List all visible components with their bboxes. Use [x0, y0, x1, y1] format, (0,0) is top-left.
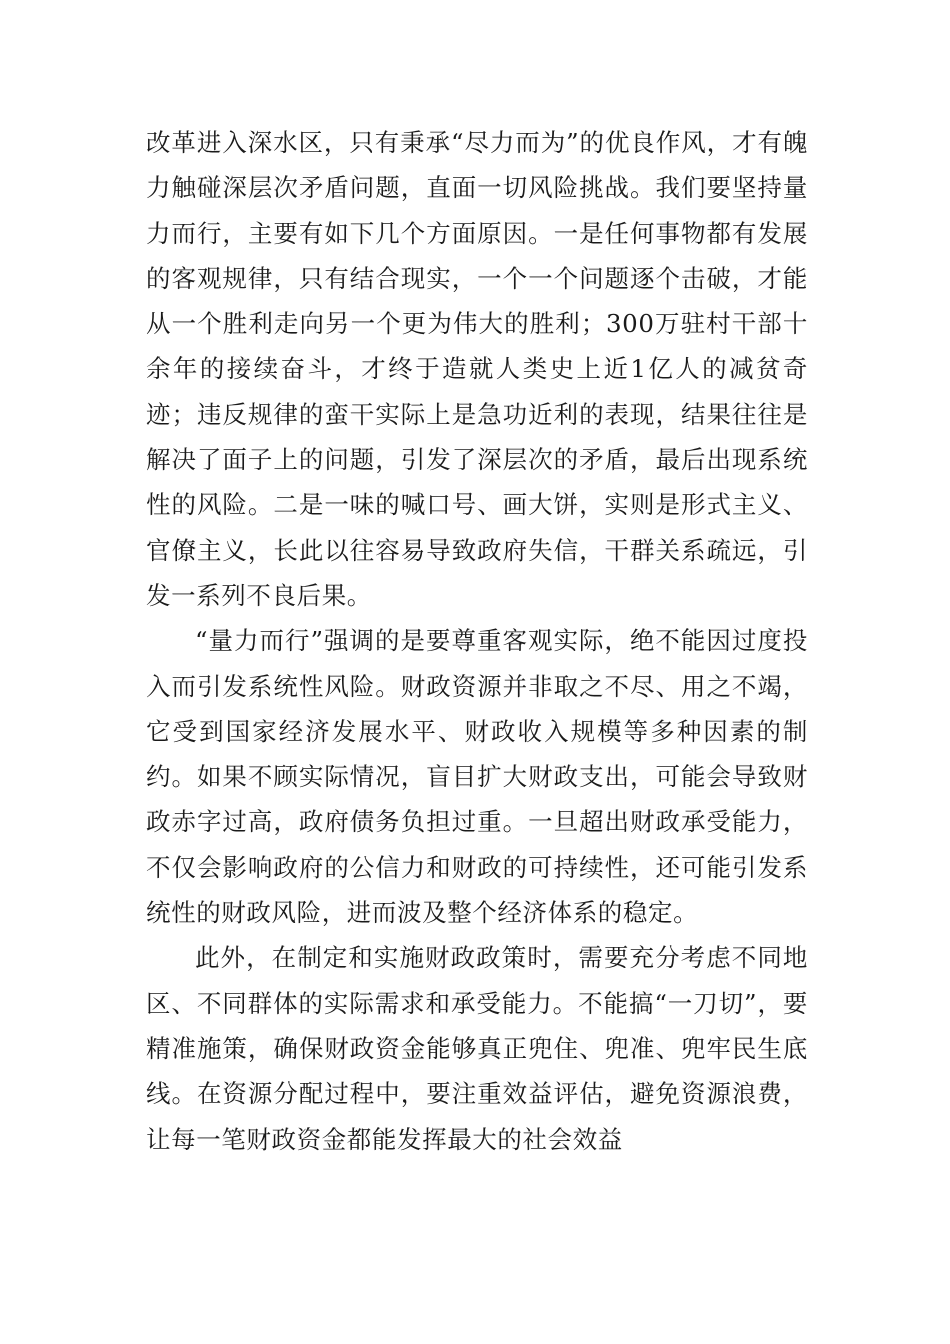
paragraph-policy-implementation: 此外，在制定和实施财政政策时，需要充分考虑不同地区、不同群体的实际需求和承受能力。不能搞“一刀切”，要精准施策，确保财政资金能够真正兜住、兜准、兜牢民生底线。在资源分配过程中，要注重效益评估，避免资源浪费，让每一笔财政资金都能发挥最大的社会效益 — [146, 943, 808, 1154]
paragraph-continuation: 改革进入深水区，只有秉承“尽力而为”的优良作风，才有魄力触碰深层次矛盾问题，直面一切风险挑战。我们要坚持量力而行，主要有如下几个方面原因。一是任何事物都有发展的客观规律，只有结合现实，一个一个问题逐个击破，才能从一个胜利走向另一个更为伟大的胜利；300万驻村干部十余年的接续奋斗，才终于造就人类史上近1亿人的减贫奇迹；违反规律的蛮干实际上是急功近利的表现，结果往往是解决了面子上的问题，引发了深层次的矛盾，最后出现系统性的风险。二是一味的喊口号、画大饼，实则是形式主义、官僚主义，长此以往容易导致政府失信，干群关系疏远，引发一系列不良后果。 — [146, 128, 808, 610]
document-page — [146, 120, 808, 1162]
paragraph-fiscal-capacity: “量力而行”强调的是要尊重客观实际，绝不能因过度投入而引发系统性风险。财政资源并非取之不尽、用之不竭，它受到国家经济发展水平、财政收入规模等多种因素的制约。如果不顾实际情况，盲目扩大财政支出，可能会导致财政赤字过高，政府债务负担过重。一旦超出财政承受能力，不仅会影响政府的公信力和财政的可持续性，还可能引发系统性的财政风险，进而波及整个经济体系的稳定。 — [146, 626, 808, 928]
